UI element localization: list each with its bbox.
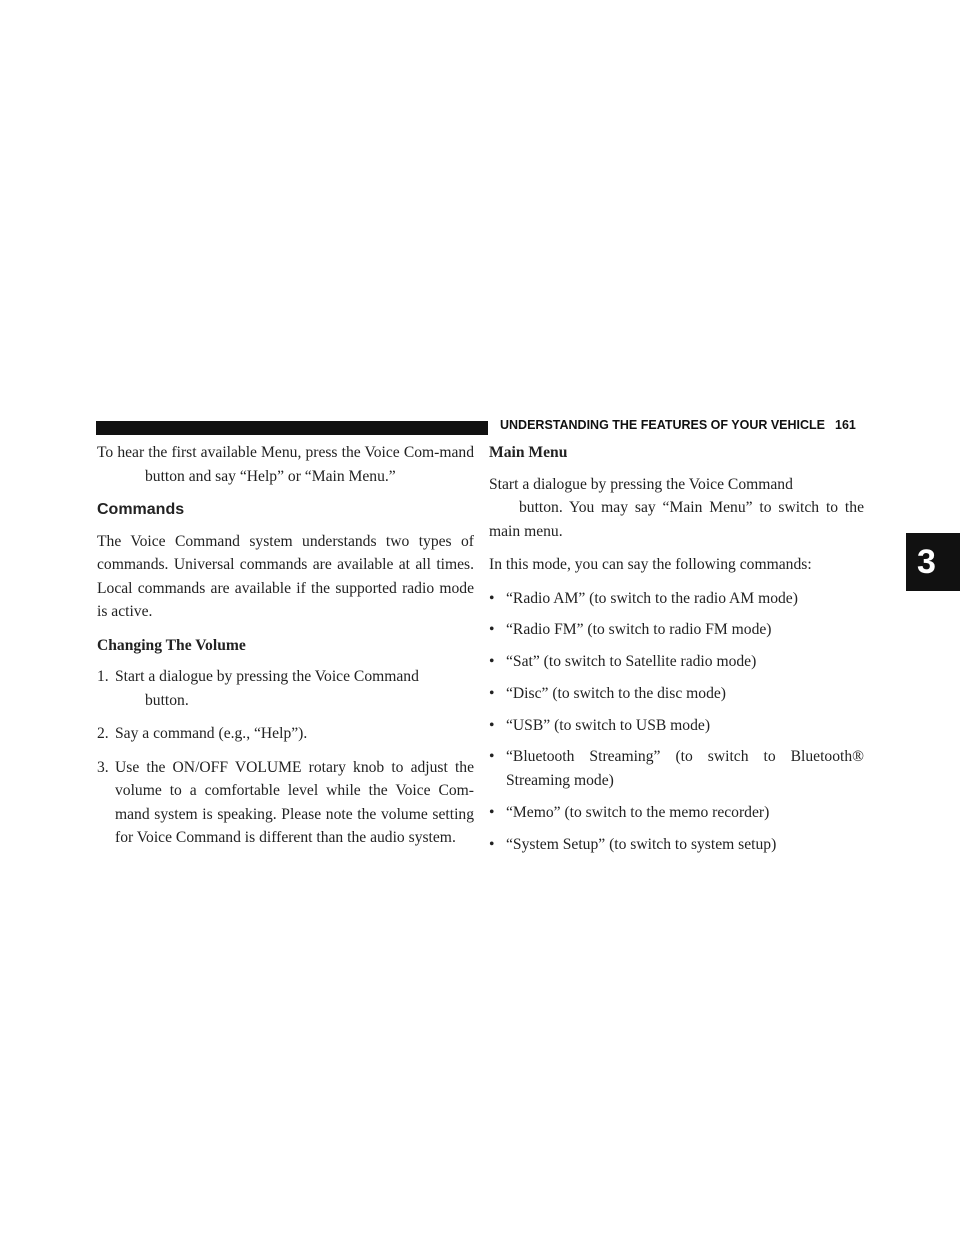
intro-paragraph: To hear the first available Menu, press the Voice Com-mand button and say “Help” or “Main Menu.” xyxy=(97,444,474,485)
commands-paragraph: The Voice Command system understands two types of commands. Universal commands are available at all times. Local commands are available if the supported radio mode is active. xyxy=(97,532,474,620)
commands-heading: Commands xyxy=(97,501,185,518)
list-item: • “Radio AM” (to switch to the radio AM mode) xyxy=(489,589,798,607)
list-item: • “Radio FM” (to switch to radio FM mode) xyxy=(489,621,772,639)
list-item: 1. Start a dialogue by pressing the Voice Command button. xyxy=(97,668,419,709)
mode-intro: In this mode, you can say the following commands: xyxy=(489,556,812,573)
running-header xyxy=(500,418,856,432)
chapter-tab: 3 xyxy=(906,533,960,591)
list-item: 2. Say a command (e.g., “Help”). xyxy=(97,725,308,742)
right-column xyxy=(489,441,864,864)
volume-steps xyxy=(97,665,474,850)
main-menu-heading: Main Menu xyxy=(489,444,568,461)
list-item: • “Memo” (to switch to the memo recorder) xyxy=(489,803,770,821)
list-item: • “Bluetooth Streaming” (to switch to Bluetooth® Streaming mode) xyxy=(489,748,864,789)
list-item: • “USB” (to switch to USB mode) xyxy=(489,716,711,734)
page-number: 161 xyxy=(835,418,856,432)
command-list xyxy=(489,587,864,857)
volume-heading: Changing The Volume xyxy=(97,636,246,654)
list-item: • “System Setup” (to switch to system setup) xyxy=(489,835,777,853)
header-rule xyxy=(96,421,488,435)
list-item: • “Disc” (to switch to the disc mode) xyxy=(489,684,726,702)
left-column xyxy=(97,441,474,860)
list-item: 3. Use the ON/OFF VOLUME rotary knob to adjust the volume to a comfortable level while the Voice Com-mand system is speaking. Please note the volume setting for Voice Command is different than the audio system. xyxy=(97,758,474,846)
main-menu-paragraph: Start a dialogue by pressing the Voice Command button. You may say “Main Menu” to switch to the main menu. xyxy=(489,475,864,540)
section-title: UNDERSTANDING THE FEATURES OF YOUR VEHICLE xyxy=(500,418,826,432)
list-item: • “Sat” (to switch to Satellite radio mode) xyxy=(489,653,757,671)
